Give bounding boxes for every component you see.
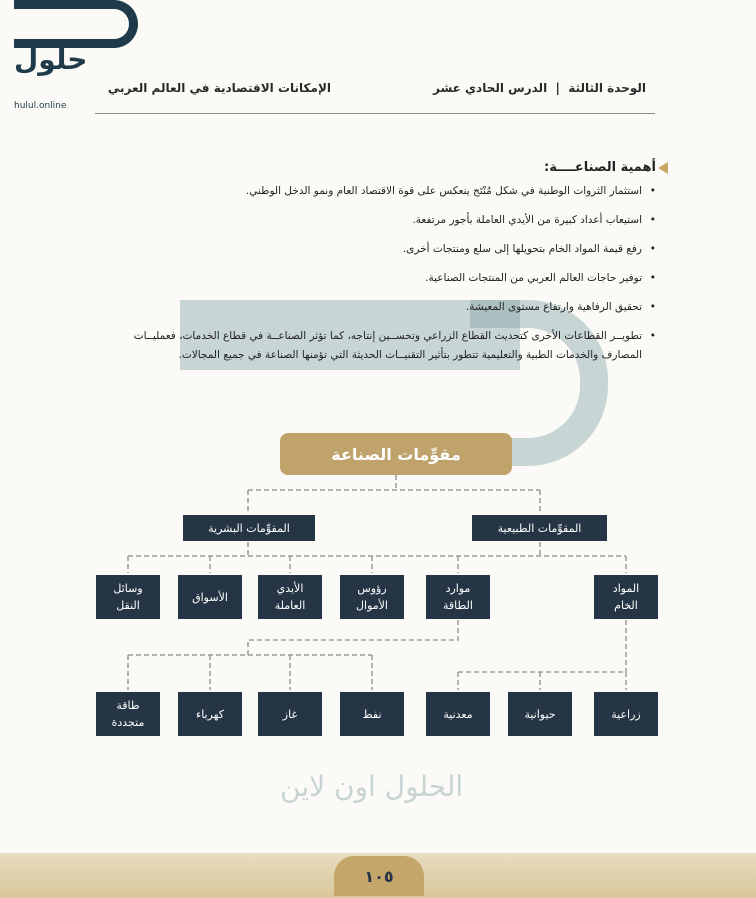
gas-box: غاز bbox=[258, 692, 322, 736]
page-number: ١٠٥ bbox=[334, 856, 424, 896]
bullet-item: • تطويــر القطاعات الأخرى كتحديث القطاع الزراعي وتحســين إنتاجه، كما تؤثر الصناعــة في قطاع الخدمات، فعمليــات المصارف والخدمات الطبية والتعليمية تتطور بتأثير التقنيــات الحديثة التي تؤمنها الصناعة في جميع المجالات. bbox=[96, 327, 656, 365]
energy-resources-box: موارد الطاقة bbox=[426, 575, 490, 619]
bullet-item: • رفع قيمة المواد الخام بتحويلها إلى سلع ومنتجات أخرى. bbox=[96, 240, 656, 259]
watermark-text: الحلول اون لاين bbox=[280, 770, 464, 803]
oil-box: نفط bbox=[340, 692, 404, 736]
transport-box: وسائل النقل bbox=[96, 575, 160, 619]
separator: | bbox=[555, 81, 560, 95]
animal-box: حيوانية bbox=[508, 692, 572, 736]
header-topic: الإمكانات الاقتصادية في العالم العربي bbox=[107, 81, 331, 95]
logo-text: ﺣﻠﻮﻝ bbox=[14, 43, 88, 76]
bullet-item: • توفير حاجات العالم العربي من المنتجات الصناعية. bbox=[96, 269, 656, 288]
bullet-item: • استيعاب أعداد كبيرة من الأيدي العاملة بأجور مرتفعة. bbox=[96, 211, 656, 230]
electricity-box: كهرباء bbox=[178, 692, 242, 736]
bullet-item: • استثمار الثروات الوطنية في شكل مُنْتَج ينعكس على قوة الاقتصاد العام ونمو الدخل الوطني. bbox=[96, 182, 656, 201]
markets-box: الأسواق bbox=[178, 575, 242, 619]
logo-url: hulul.online bbox=[14, 101, 67, 111]
raw-materials-box: المواد الخام bbox=[594, 575, 658, 619]
mineral-box: معدنية bbox=[426, 692, 490, 736]
natural-factors-box: المقوِّمات الطبيعية bbox=[472, 515, 607, 541]
unit-label: الوحدة الثالثة bbox=[568, 81, 646, 95]
bullet-item: • تحقيق الرفاهية وارتفاع مستوى المعيشة. bbox=[96, 298, 656, 317]
lesson-label: الدرس الحادي عشر bbox=[433, 81, 548, 95]
capital-box: رؤوس الأموال bbox=[340, 575, 404, 619]
section-title: أهمية الصناعــــة: bbox=[544, 160, 656, 175]
renewable-box: طاقة متجددة bbox=[96, 692, 160, 736]
labor-box: الأيدي العاملة bbox=[258, 575, 322, 619]
agricultural-box: زراعية bbox=[594, 692, 658, 736]
root-box: مقوِّمات الصناعة bbox=[280, 433, 512, 475]
human-factors-box: المقوِّمات البشرية bbox=[183, 515, 315, 541]
